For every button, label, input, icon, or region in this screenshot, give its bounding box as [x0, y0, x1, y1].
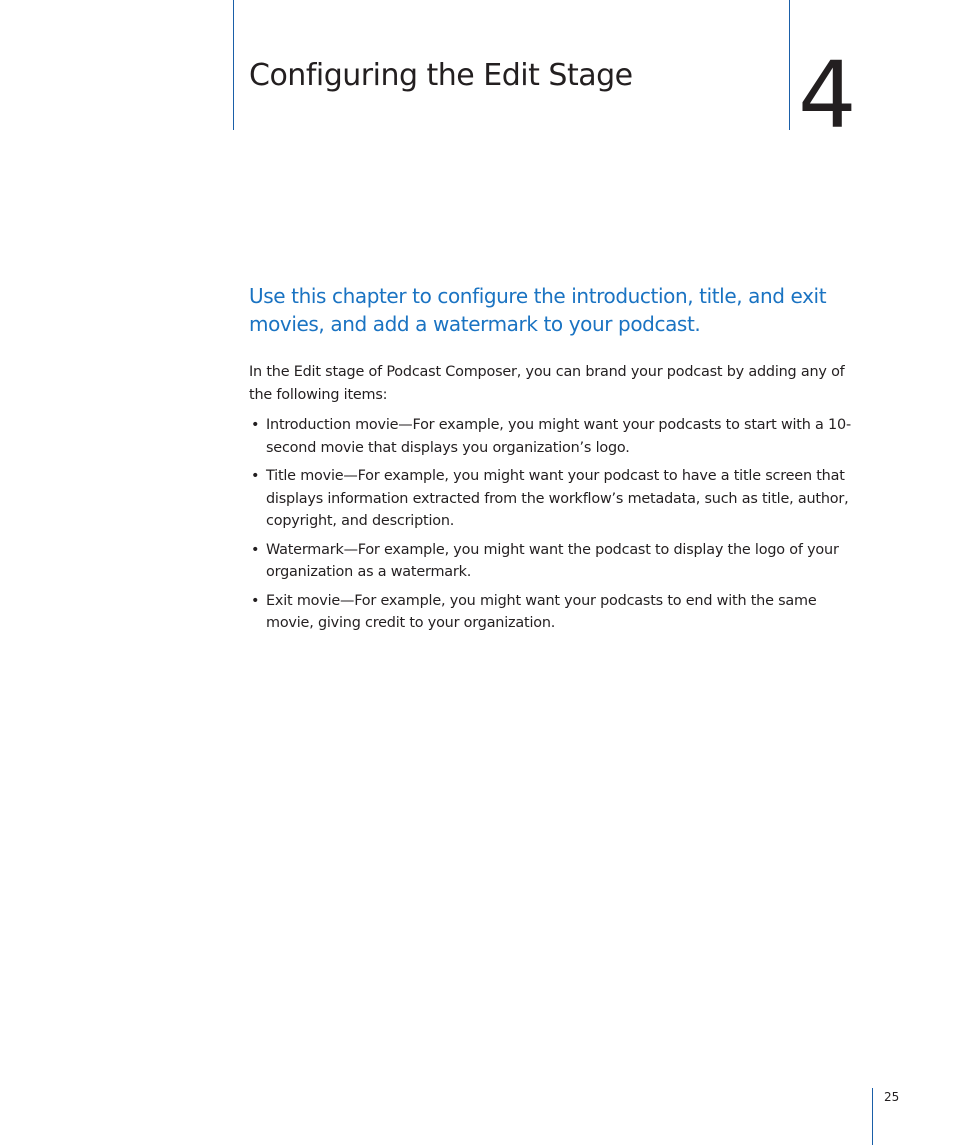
chapter-number: 4: [798, 42, 857, 149]
list-item-text: Exit movie—For example, you might want your podcasts to end with the same movie, giving credit to your organization.: [266, 592, 817, 631]
bullet-icon: •: [251, 417, 260, 433]
list-item-text: Watermark—For example, you might want the podcast to display the logo of your organization as a watermark.: [266, 541, 839, 580]
list-item-text: Introduction movie—For example, you might want your podcasts to start with a 10-second movie that displays you organization’s logo.: [266, 417, 851, 456]
chapter-title: Configuring the Edit Stage: [249, 58, 633, 93]
chapter-rule-right: [789, 0, 790, 130]
list-item: [249, 414, 865, 459]
list-item: [249, 539, 865, 584]
bullet-icon: •: [251, 592, 260, 609]
chapter-intro: Use this chapter to configure the introduction, title, and exit movies, and add a watermark to your podcast.: [249, 284, 827, 336]
page-number: 25: [884, 1090, 900, 1104]
body-paragraph: In the Edit stage of Podcast Composer, you can brand your podcast by adding any of the following items:: [249, 364, 845, 403]
chapter-rule-left: [233, 0, 234, 130]
list-item: [249, 465, 865, 533]
list-item-text: Title movie—For example, you might want your podcast to have a title screen that displays information extracted from the workflow’s metadata, such as title, author, copyright, and description.: [266, 468, 849, 529]
item-list: [249, 414, 865, 641]
bullet-icon: •: [251, 541, 260, 558]
list-item: [249, 590, 865, 635]
footer-rule: [872, 1088, 873, 1145]
bullet-icon: •: [251, 468, 260, 484]
